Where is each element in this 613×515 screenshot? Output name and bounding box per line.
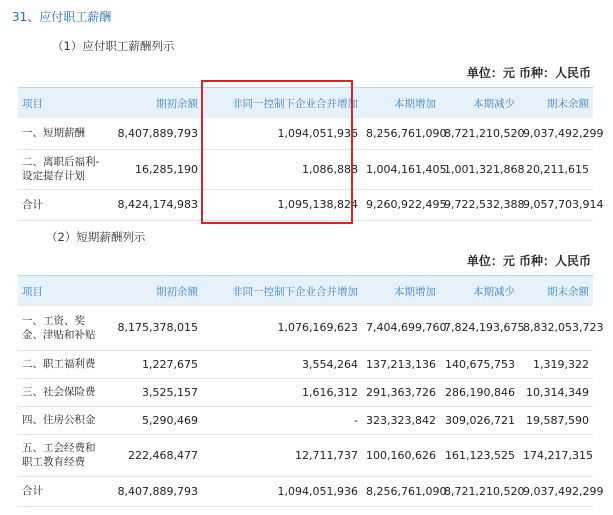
cell: 5,290,469 <box>106 406 202 434</box>
cell: 8,256,761,090 <box>362 118 440 149</box>
table2-unit-label: 单位：元 币种：人民币 <box>466 254 591 268</box>
cell: 174,217,315 <box>519 434 593 476</box>
cell: 1,001,321,868 <box>440 149 519 189</box>
cell: 1,086,888 <box>202 149 362 189</box>
table2-subtitle: （2）短期薪酬列示 <box>46 230 146 244</box>
table-row <box>18 434 593 476</box>
header-period-decrease: 本期减少 <box>440 88 519 119</box>
cell: 1,227,675 <box>106 350 202 378</box>
header-opening-balance: 期初余额 <box>106 88 202 119</box>
header-period-decrease: 本期减少 <box>440 276 519 307</box>
header-closing-balance: 期末余额 <box>519 88 593 119</box>
cell: 8,721,210,520 <box>440 476 519 506</box>
row-label: 二、职工福利费 <box>18 350 106 378</box>
cell: 7,824,193,675 <box>440 306 519 350</box>
cell: 8,407,889,793 <box>106 118 202 149</box>
cell: 1,076,169,623 <box>202 306 362 350</box>
header-item: 项目 <box>18 88 106 119</box>
employee-compensation-table <box>18 87 604 221</box>
table-row <box>18 118 593 149</box>
cell: 8,256,761,090 <box>362 476 440 506</box>
short-term-compensation-table <box>18 275 604 507</box>
header-merger-increase: 非同一控制下企业合并增加 <box>202 276 362 307</box>
cell: 309,026,721 <box>440 406 519 434</box>
cell: 8,832,053,723 <box>519 306 593 350</box>
table1-unit-label: 单位：元 币种：人民币 <box>466 66 591 80</box>
row-label: 一、短期薪酬 <box>18 118 106 149</box>
table1-header-row <box>18 88 593 119</box>
row-label: 合计 <box>18 476 106 506</box>
cell: 1,319,322 <box>519 350 593 378</box>
cell: 323,323,842 <box>362 406 440 434</box>
cell: 16,285,190 <box>106 149 202 189</box>
cell: 286,190,846 <box>440 378 519 406</box>
header-merger-increase: 非同一控制下企业合并增加 <box>202 88 362 119</box>
cell: 12,711,737 <box>202 434 362 476</box>
row-label: 四、住房公积金 <box>18 406 106 434</box>
cell: 3,525,157 <box>106 378 202 406</box>
cell: 7,404,699,760 <box>362 306 440 350</box>
table-row-total <box>18 189 593 220</box>
header-opening-balance: 期初余额 <box>106 276 202 307</box>
cell: 3,554,264 <box>202 350 362 378</box>
cell: 20,211,615 <box>519 149 593 189</box>
table-row <box>18 350 593 378</box>
cell: 8,721,210,520 <box>440 118 519 149</box>
table-row <box>18 378 593 406</box>
table-row-total <box>18 476 593 506</box>
section-title: 31、应付职工薪酬 <box>12 10 112 24</box>
cell: 100,160,626 <box>362 434 440 476</box>
table-row <box>18 306 593 350</box>
cell: - <box>202 406 362 434</box>
cell: 9,722,532,388 <box>440 189 519 220</box>
header-closing-balance: 期末余额 <box>519 276 593 307</box>
cell: 8,424,174,983 <box>106 189 202 220</box>
cell: 9,037,492,299 <box>519 476 593 506</box>
cell: 19,587,590 <box>519 406 593 434</box>
cell: 8,407,889,793 <box>106 476 202 506</box>
header-period-increase: 本期增加 <box>362 276 440 307</box>
header-item: 项目 <box>18 276 106 307</box>
table-row <box>18 149 593 189</box>
table2-header-row <box>18 276 593 307</box>
cell: 8,175,378,015 <box>106 306 202 350</box>
cell: 291,363,726 <box>362 378 440 406</box>
table1-subtitle: （1）应付职工薪酬列示 <box>52 39 175 53</box>
cell: 10,314,349 <box>519 378 593 406</box>
row-label: 三、社会保险费 <box>18 378 106 406</box>
cell: 9,260,922,495 <box>362 189 440 220</box>
cell: 1,095,138,824 <box>202 189 362 220</box>
cell: 161,123,525 <box>440 434 519 476</box>
cell: 1,094,051,936 <box>202 118 362 149</box>
header-period-increase: 本期增加 <box>362 88 440 119</box>
cell: 1,094,051,936 <box>202 476 362 506</box>
table-row <box>18 406 593 434</box>
cell: 9,057,703,914 <box>519 189 593 220</box>
row-label: 合计 <box>18 189 106 220</box>
row-label: 二、离职后福利-设定提存计划 <box>18 149 106 189</box>
cell: 137,213,136 <box>362 350 440 378</box>
cell: 222,468,477 <box>106 434 202 476</box>
cell: 1,004,161,405 <box>362 149 440 189</box>
row-label: 一、工资、奖金、津贴和补贴 <box>18 306 106 350</box>
cell: 140,675,753 <box>440 350 519 378</box>
row-label: 五、工会经费和职工教育经费 <box>18 434 106 476</box>
cell: 9,037,492,299 <box>519 118 593 149</box>
cell: 1,616,312 <box>202 378 362 406</box>
